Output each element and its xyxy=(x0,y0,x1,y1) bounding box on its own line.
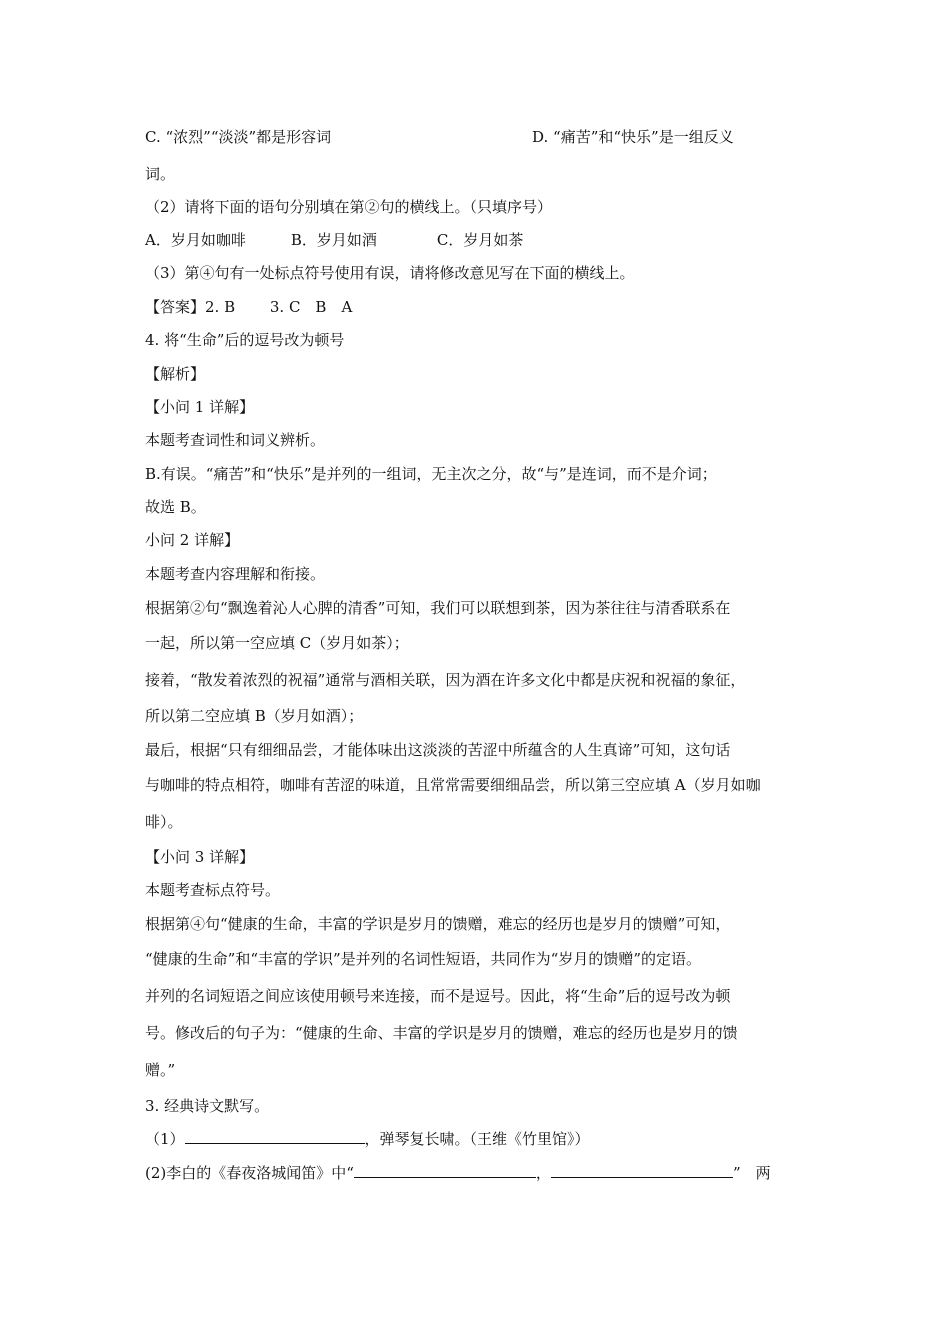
poem-2-suffix: ” 两 xyxy=(732,1164,771,1182)
paragraph: 最后，根据“只有细细品尝，才能体味出这淡淡的苦涩中所蕴含的人生真谛”可知，这句话 xyxy=(145,741,731,759)
question-2: （2）请将下面的语句分别填在第②句的横线上。（只填序号） xyxy=(145,198,553,216)
poem-2-prefix: (2)李白的《春夜洛城闻笛》中“ xyxy=(145,1164,354,1182)
question-2-options: A．岁月如咖啡 B．岁月如酒 C．岁月如茶 xyxy=(145,231,524,249)
answer-heading: 【答案】2. B 3. C B A xyxy=(145,298,353,316)
sub-question-1-heading: 【小问 1 详解】 xyxy=(145,398,255,416)
poem-2-blank-1[interactable] xyxy=(354,1163,536,1178)
poem-line-1 xyxy=(145,1129,590,1149)
analysis-heading: 【解析】 xyxy=(145,365,206,383)
poem-1-blank[interactable] xyxy=(185,1129,365,1144)
answer-4: 4. 将“生命”后的逗号改为顿号 xyxy=(145,331,345,349)
paragraph: “健康的生命”和“丰富的学识”是并列的名词性短语，共同作为“岁月的馈赠”的定语。 xyxy=(145,950,702,968)
paragraph: 啡）。 xyxy=(145,813,183,831)
paragraph: 故选 B。 xyxy=(145,498,206,516)
paragraph: 根据第②句“飘逸着沁人心脾的清香”可知，我们可以联想到茶，因为茶往往与清香联系在 xyxy=(145,599,731,617)
poem-2-blank-2[interactable] xyxy=(551,1163,733,1178)
paragraph: 接着，“散发着浓烈的祝福”通常与酒相关联，因为酒在许多文化中都是庆祝和祝福的象征， xyxy=(145,671,746,689)
paragraph: 与咖啡的特点相符，咖啡有苦涩的味道，且常常需要细细品尝，所以第三空应填 A（岁月如咖 xyxy=(145,776,761,794)
sub-question-3-heading: 【小问 3 详解】 xyxy=(145,848,255,866)
option-c: C. “浓烈”“淡淡”都是形容词 xyxy=(145,128,332,146)
paragraph: 本题考查标点符号。 xyxy=(145,881,281,899)
paragraph: 并列的名词短语之间应该使用顿号来连接，而不是逗号。因此，将“生命”后的逗号改为顿 xyxy=(145,987,731,1005)
question-3: （3）第④句有一处标点符号使用有误，请将修改意见写在下面的横线上。 xyxy=(145,264,635,282)
paragraph: 一起，所以第一空应填 C（岁月如茶）； xyxy=(145,634,409,652)
poem-2-sep: ， xyxy=(535,1164,551,1182)
sub-question-2-heading: 小问 2 详解】 xyxy=(145,531,240,549)
option-d-cont: 词。 xyxy=(145,165,176,183)
question-3-heading: 3. 经典诗文默写。 xyxy=(145,1097,270,1115)
paragraph: B.有误。“痛苦”和“快乐”是并列的一组词，无主次之分，故“与”是连词，而不是介词； xyxy=(145,465,717,483)
poem-1-prefix: （1） xyxy=(145,1130,185,1148)
paragraph: 本题考查内容理解和衔接。 xyxy=(145,565,326,583)
option-d: D. “痛苦”和“快乐”是一组反义 xyxy=(532,128,734,146)
paragraph: 所以第二空应填 B（岁月如酒）； xyxy=(145,707,364,725)
poem-line-2 xyxy=(145,1163,771,1183)
paragraph: 号。修改后的句子为：“健康的生命、丰富的学识是岁月的馈赠，难忘的经历也是岁月的馈 xyxy=(145,1024,738,1042)
paragraph: 本题考查词性和词义辨析。 xyxy=(145,431,326,449)
paragraph: 根据第④句“健康的生命，丰富的学识是岁月的馈赠，难忘的经历也是岁月的馈赠”可知， xyxy=(145,915,731,933)
paragraph: 赠。” xyxy=(145,1061,176,1079)
poem-1-suffix: ，弹琴复长啸。（王维《竹里馆》） xyxy=(364,1130,590,1148)
